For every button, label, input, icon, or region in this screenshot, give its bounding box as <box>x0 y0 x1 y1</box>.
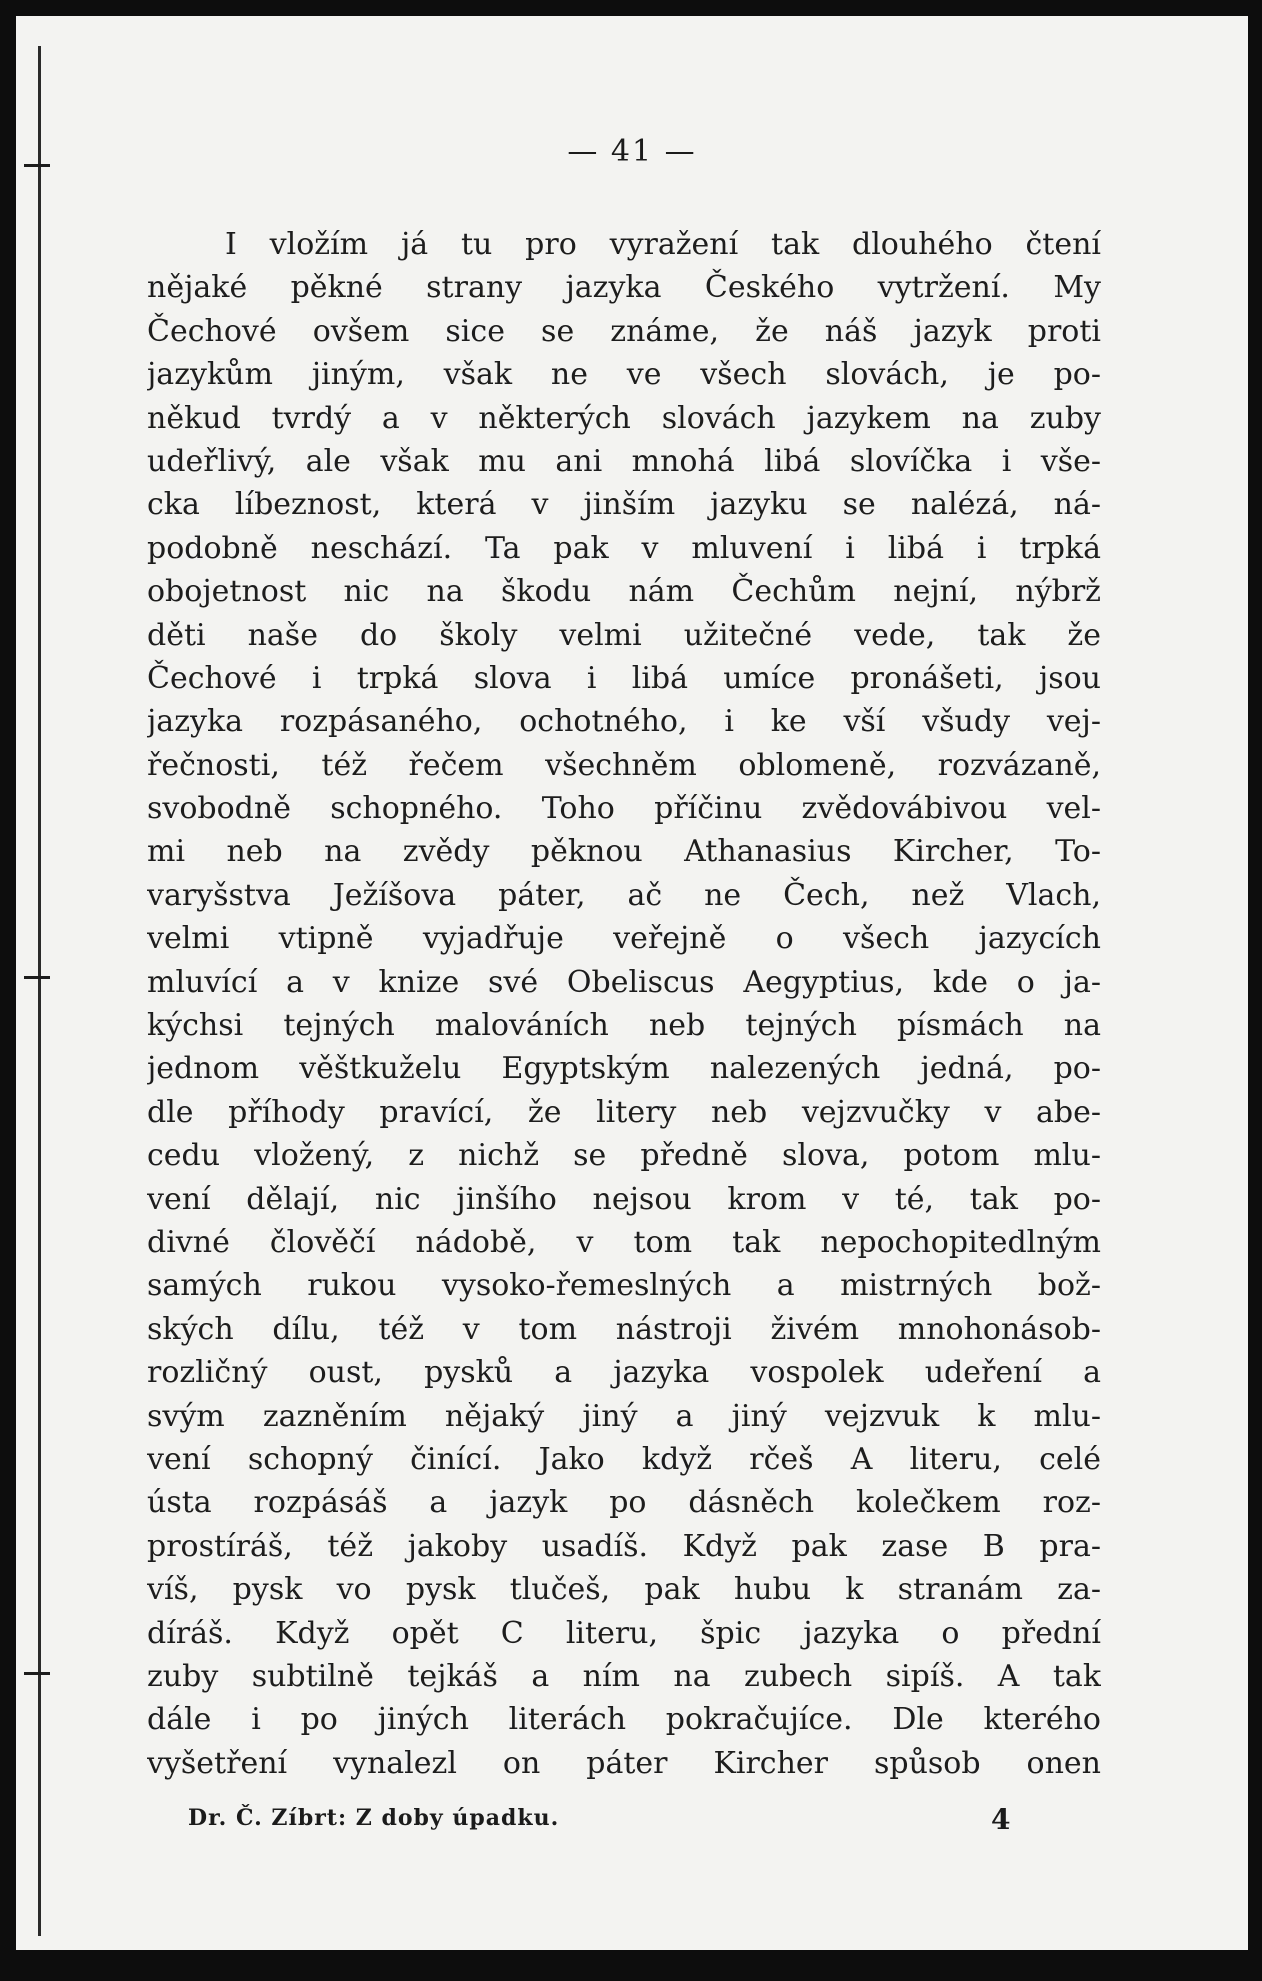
text-line: varyšstva Ježíšova páter, ač ne Čech, než Vlach, <box>147 877 1101 913</box>
text-line: vyšetření vynalezl on páter Kircher spůsob onen <box>147 1745 1101 1781</box>
text-line: podobně neschází. Ta pak v mluvení i libá i trpká <box>147 530 1101 566</box>
text-line: jazykům jiným, však ne ve všech slovách, je po- <box>147 357 1101 393</box>
text-line: svobodně schopného. Toho příčinu zvědovábivou vel- <box>147 791 1101 827</box>
text-line: svým zazněním nějaký jiný a jiný vejzvuk k mlu- <box>147 1398 1101 1434</box>
text-line: cka líbeznost, která v jinším jazyku se nalézá, ná- <box>147 487 1101 523</box>
text-line: kýchsi tejných malováních neb tejných písmách na <box>147 1008 1101 1044</box>
text-line: nějaké pěkné strany jazyka Českého vytržení. My <box>147 270 1101 306</box>
text-line: dále i po jiných literách pokračujíce. Dle kterého <box>147 1702 1101 1738</box>
text-line: víš, pysk vo pysk tlučeš, pak hubu k stranám za- <box>147 1572 1101 1608</box>
text-line: řečnosti, též řečem všechněm oblomeně, rozvázaně, <box>147 747 1101 783</box>
text-line: Čechové i trpká slova i libá umíce pronášeti, jsou <box>147 660 1101 696</box>
body-text <box>147 223 1101 1785</box>
binding-edge <box>38 46 41 1936</box>
text-line: udeřlivý, ale však mu ani mnohá libá slovíčka i vše- <box>147 443 1101 479</box>
sheet-signature: Dr. Č. Zíbrt: Z doby úpadku. <box>188 1805 560 1831</box>
book-page <box>16 16 1248 1950</box>
sheet-number: 4 <box>991 1803 1011 1836</box>
text-line: Čechové ovšem sice se známe, že náš jazyk proti <box>147 313 1101 349</box>
text-line: vení dělají, nic jinšího nejsou krom v té, tak po- <box>147 1181 1101 1217</box>
binding-mark <box>24 976 50 979</box>
text-line: dle příhody pravící, že litery neb vejzvučky v abe- <box>147 1094 1101 1130</box>
page-footer <box>166 1797 1026 1837</box>
text-line: cedu vložený, z nichž se předně slova, potom mlu- <box>147 1138 1101 1174</box>
text-line: rozličný oust, pysků a jazyka vospolek udeření a <box>147 1355 1101 1391</box>
text-line: divné člověčí nádobě, v tom tak nepochopitedlným <box>147 1224 1101 1260</box>
text-line: děti naše do školy velmi užitečné vede, tak že <box>147 617 1101 653</box>
text-line: vení schopný činící. Jako když rčeš A literu, celé <box>147 1441 1101 1477</box>
text-line: ústa rozpásáš a jazyk po dásněch kolečkem roz- <box>147 1485 1101 1521</box>
text-line: mluvící a v knize své Obeliscus Aegyptius, kde o ja- <box>147 964 1101 1000</box>
text-line: zuby subtilně tejkáš a ním na zubech sipíš. A tak <box>147 1658 1101 1694</box>
text-line: I vložím já tu pro vyražení tak dlouhého čtení <box>225 227 1101 262</box>
text-line: ských dílu, též v tom nástroji živém mnohonásob- <box>147 1311 1101 1347</box>
text-line: někud tvrdý a v některých slovách jazykem na zuby <box>147 400 1101 436</box>
text-line: velmi vtipně vyjadřuje veřejně o všech jazycích <box>147 921 1101 957</box>
page-number-header: — 41 — <box>567 134 697 169</box>
text-line: mi neb na zvědy pěknou Athanasius Kircher, To- <box>147 834 1101 870</box>
text-line: obojetnost nic na škodu nám Čechům nejní, nýbrž <box>147 574 1101 610</box>
text-line: prostíráš, též jakoby usadíš. Když pak zase B pra- <box>147 1528 1101 1564</box>
text-line: jazyka rozpásaného, ochotného, i ke vší všudy vej- <box>147 704 1101 740</box>
text-line: jednom věštkuželu Egyptským nalezených jedná, po- <box>147 1051 1101 1087</box>
text-line: díráš. Když opět C literu, špic jazyka o přední <box>147 1615 1101 1651</box>
binding-mark <box>24 1672 50 1675</box>
text-line: samých rukou vysoko-řemeslných a mistrných bož- <box>147 1268 1101 1304</box>
